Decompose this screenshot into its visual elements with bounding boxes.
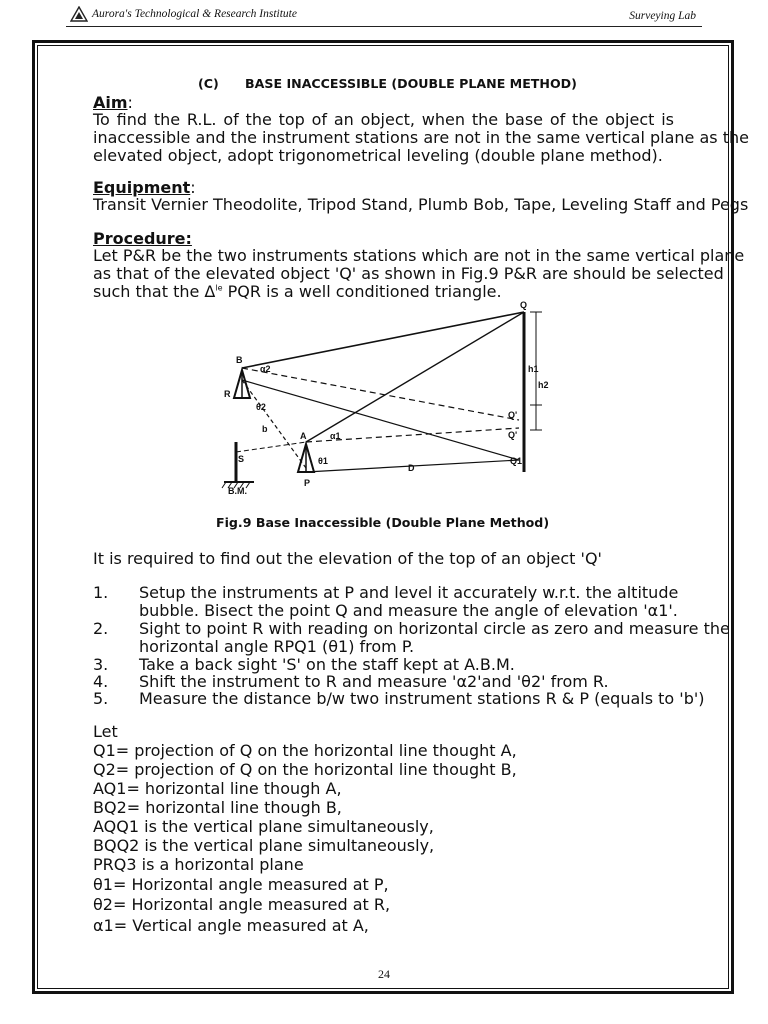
let-line-8: θ1= Horizontal angle measured at P,: [93, 875, 389, 894]
let-line-4: BQ2= horizontal line though B,: [93, 798, 342, 817]
institute-logo-icon: [70, 6, 88, 22]
let-line-5: AQQ1 is the vertical plane simultaneously,: [93, 817, 434, 836]
step-5-line-1: Measure the distance b/w two instrument stations R & P (equals to 'b'): [139, 689, 705, 708]
let-line-1: Q1= projection of Q on the horizontal line thought A,: [93, 741, 517, 760]
aim-colon: :: [127, 93, 133, 112]
procedure-line-3-sup: le: [215, 283, 223, 293]
label-P: P: [304, 478, 311, 488]
label-theta1: θ1: [318, 456, 328, 466]
label-h1: h1: [528, 364, 539, 374]
aim-line-3: elevated object, adopt trigonometrical leveling (double plane method).: [93, 146, 663, 165]
institute-name: Aurora's Technological & Research Institute: [92, 8, 297, 20]
let-line-2: Q2= projection of Q on the horizontal line thought B,: [93, 760, 517, 779]
label-Q-prime-2: Q': [508, 430, 518, 440]
step-2-number: 2.: [93, 619, 109, 638]
let-line-3: AQ1= horizontal line though A,: [93, 779, 342, 798]
let-line-7: PRQ3 is a horizontal plane: [93, 855, 304, 874]
header-institute: [70, 6, 297, 22]
label-Q1: Q1: [510, 456, 523, 466]
step-3-line-1: Take a back sight 'S' on the staff kept at A.B.M.: [139, 655, 515, 674]
step-5-number: 5.: [93, 689, 109, 708]
step-3-number: 3.: [93, 655, 109, 674]
step-1-line-1: Setup the instruments at P and level it accurately w.r.t. the altitude: [139, 583, 679, 602]
sight-A-Q: [306, 312, 524, 442]
figure-caption: Fig.9 Base Inaccessible (Double Plane Method): [216, 515, 550, 530]
line-B-Q2: [242, 368, 519, 420]
label-BM: B.M.: [228, 486, 247, 496]
step-2-line-2: horizontal angle RPQ1 (θ1) from P.: [139, 637, 415, 656]
sight-B-Q: [242, 312, 524, 368]
procedure-line-2: as that of the elevated object 'Q' as shown in Fig.9 P&R are should be selected: [93, 264, 724, 283]
label-R: R: [224, 389, 231, 399]
figure-diagram: [214, 300, 554, 496]
let-line-10: α1= Vertical angle measured at A,: [93, 916, 369, 935]
label-alpha1: α1: [330, 431, 341, 441]
aim-heading: Aim: [93, 93, 128, 112]
intro-text: It is required to find out the elevation of the top of an object 'Q': [93, 549, 602, 568]
procedure-line-3a: such that the Δ: [93, 282, 216, 301]
step-1-line-2: bubble. Bisect the point Q and measure the angle of elevation 'α1'.: [139, 601, 678, 620]
label-D: D: [408, 463, 415, 473]
equipment-text: Transit Vernier Theodolite, Tripod Stand, Plumb Bob, Tape, Leveling Staff and Pegs: [93, 195, 749, 214]
line-S: [236, 442, 306, 452]
label-B: B: [236, 355, 243, 365]
equipment-heading: Equipment: [93, 178, 191, 197]
procedure-heading: Procedure:: [93, 229, 192, 248]
step-4-number: 4.: [93, 672, 109, 691]
header-rule: [66, 26, 702, 27]
label-Q-prime-1: Q': [508, 410, 518, 420]
aim-line-1: To find the R.L. of the top of an object, when the base of the object is: [93, 110, 674, 129]
page-number: 24: [378, 967, 390, 981]
step-1-number: 1.: [93, 583, 109, 602]
label-S: S: [238, 454, 245, 464]
label-A: A: [300, 431, 307, 441]
label-alpha2: α2: [260, 364, 271, 374]
label-theta2: θ2: [256, 402, 266, 412]
section-title: (C) BASE INACCESSIBLE (DOUBLE PLANE METHOD): [198, 76, 577, 91]
procedure-line-1: Let P&R be the two instruments stations which are not in the same vertical plane: [93, 246, 745, 265]
header-lab: Surveying Lab: [629, 10, 696, 22]
line-R-P: [242, 380, 306, 468]
line-R-Q1: [242, 380, 519, 460]
procedure-line-3: [93, 282, 502, 301]
let-line-6: BQQ2 is the vertical plane simultaneously,: [93, 836, 435, 855]
label-h2: h2: [538, 380, 549, 390]
let-line-0: Let: [93, 722, 118, 741]
label-Q: Q: [520, 300, 528, 310]
equipment-colon: :: [190, 178, 196, 197]
aim-line-2: inaccessible and the instrument stations are not in the same vertical plane as the: [93, 128, 749, 147]
step-4-line-1: Shift the instrument to R and measure 'α2'and 'θ2' from R.: [139, 672, 609, 691]
let-line-9: θ2= Horizontal angle measured at R,: [93, 895, 391, 914]
procedure-line-3b: PQR is a well conditioned triangle.: [222, 282, 502, 301]
step-2-line-1: Sight to point R with reading on horizontal circle as zero and measure the: [139, 619, 730, 638]
label-b: b: [262, 424, 268, 434]
